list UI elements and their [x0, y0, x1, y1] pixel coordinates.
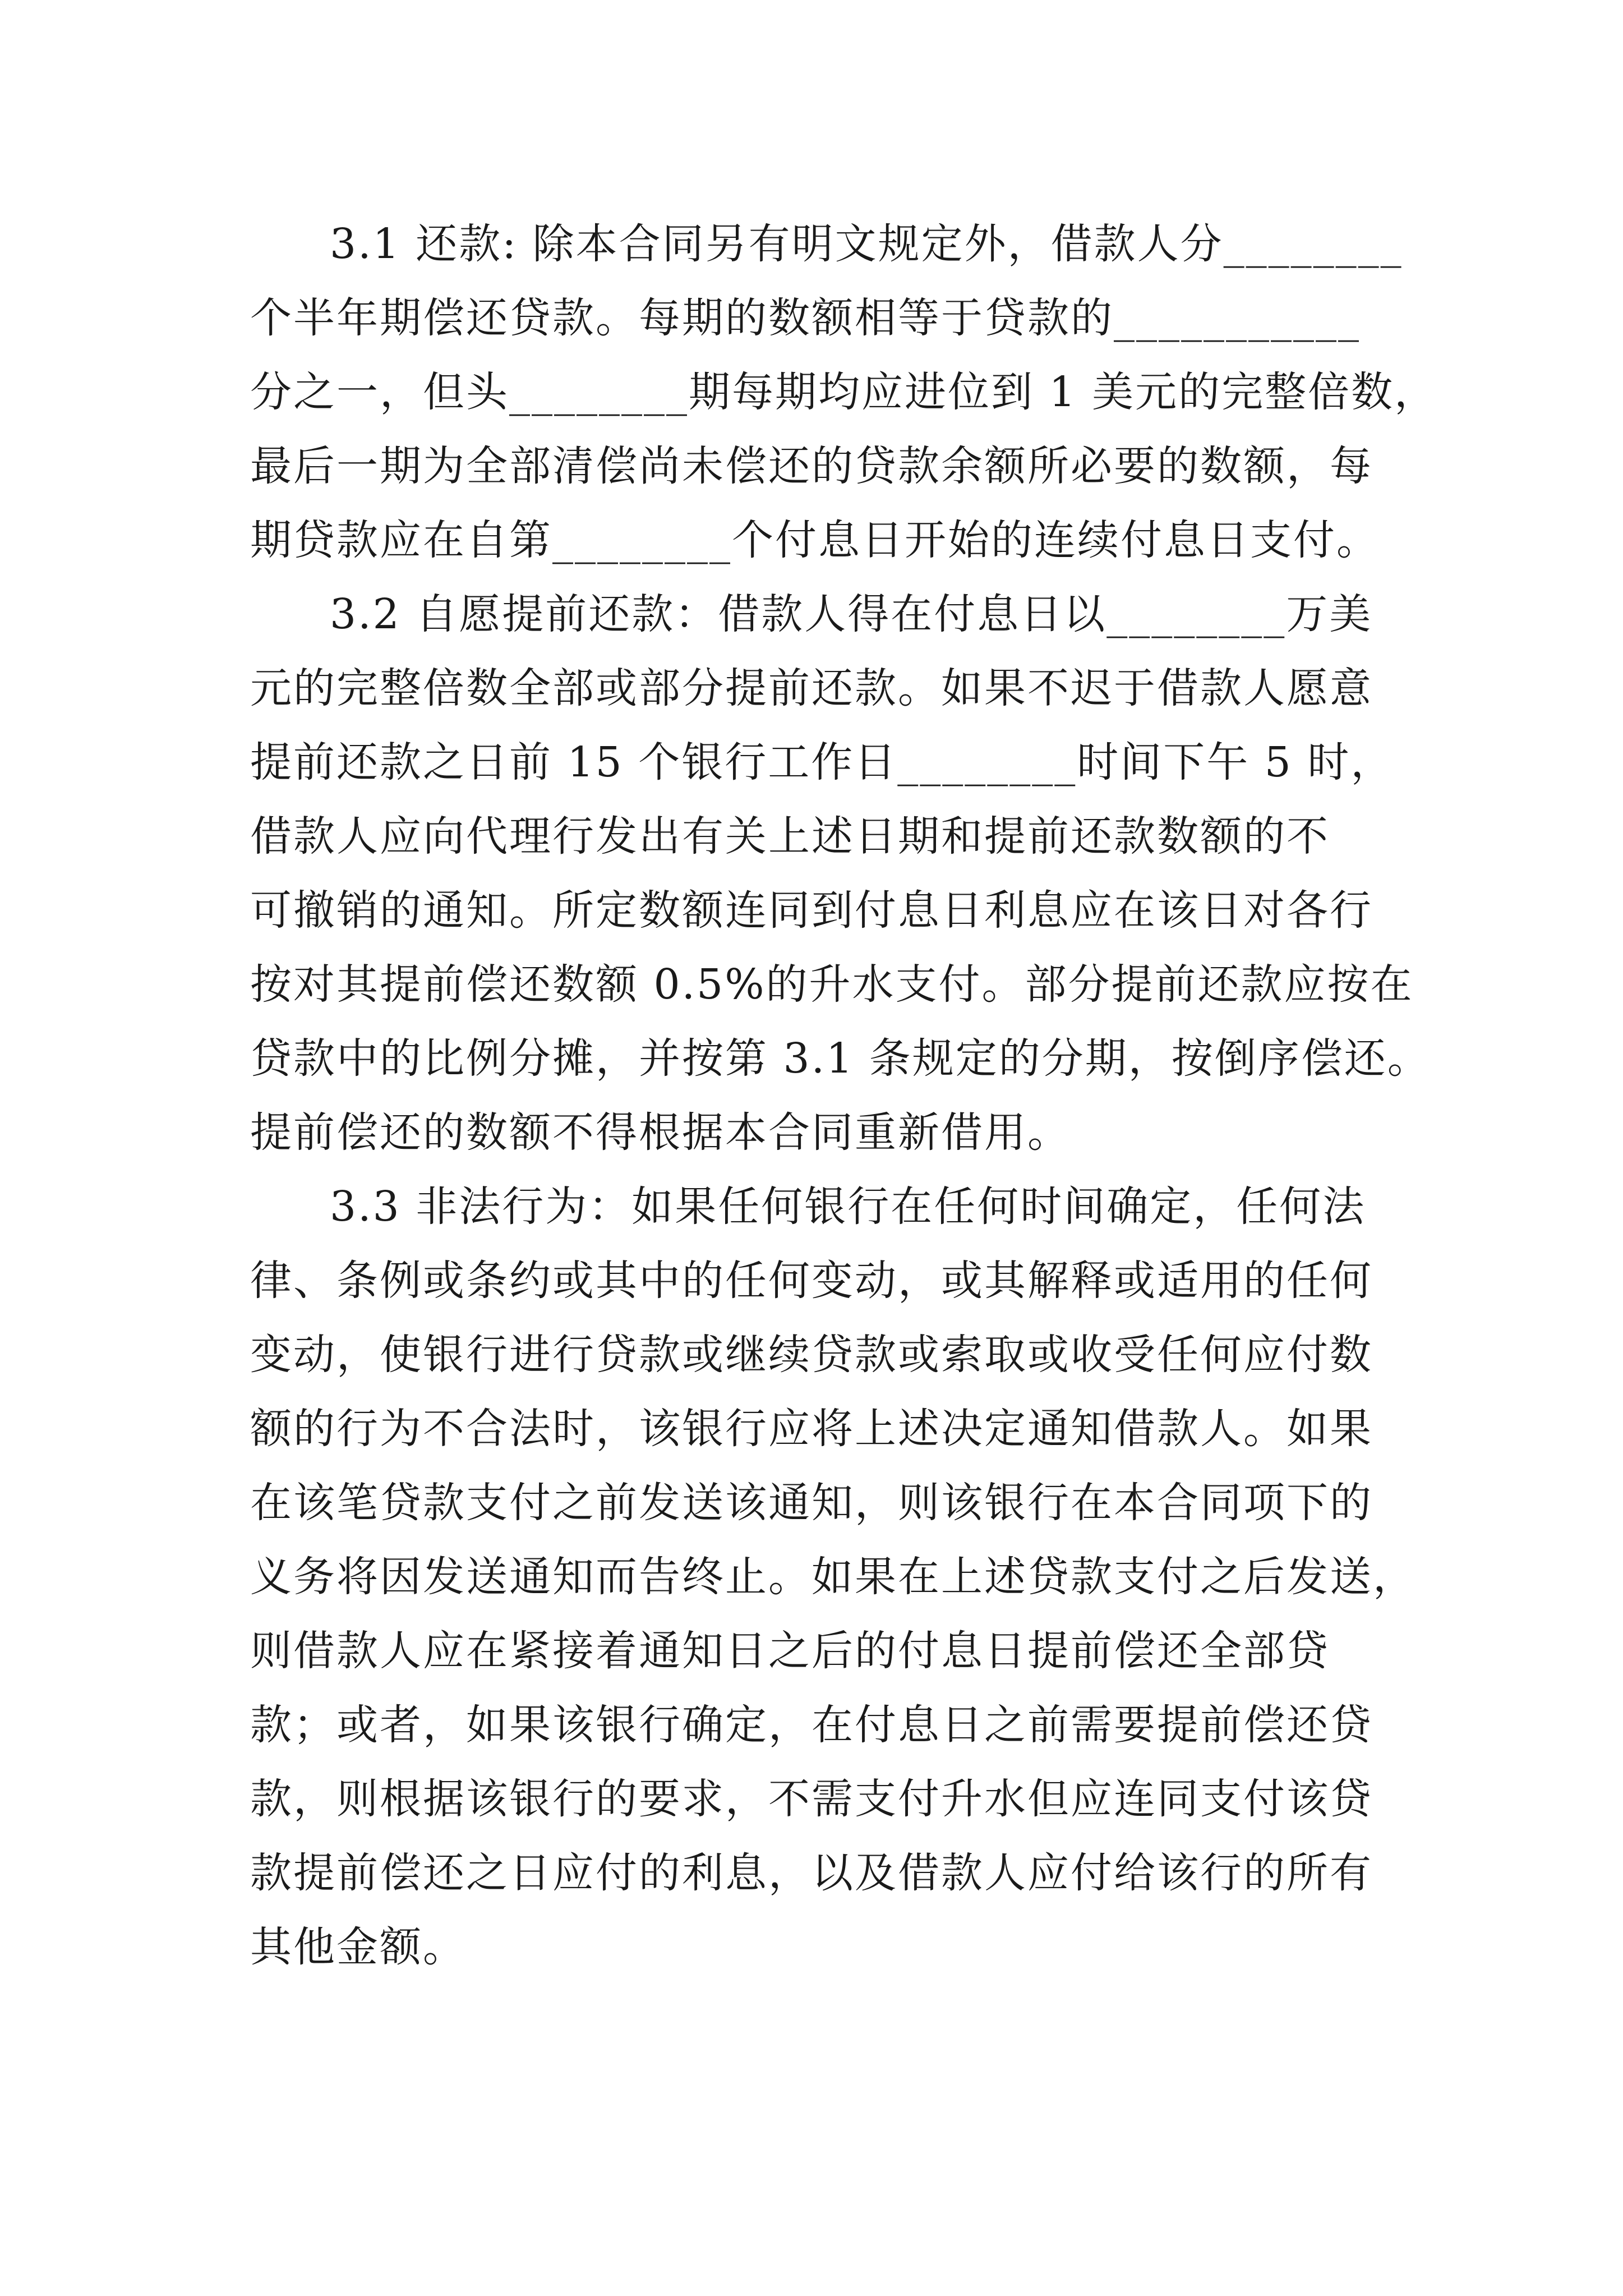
text-line: 提前偿还的数额不得根据本合同重新借用。: [250, 1108, 1071, 1157]
text-line: 分之一，但头________期每期均应进位到 1 美元的完整倍数，: [250, 368, 1438, 416]
text-line: 提前还款之日前 15 个银行工作日________时间下午 5 时，: [250, 738, 1394, 786]
text-line: 则借款人应在紧接着通知日之后的付息日提前偿还全部贷: [250, 1627, 1330, 1675]
text-line: 最后一期为全部清偿尚未偿还的贷款余额所必要的数额，每: [250, 442, 1373, 490]
text-line: 在该笔贷款支付之前发送该通知，则该银行在本合同项下的: [250, 1479, 1373, 1527]
text-line: 律、条例或条约或其中的任何变动，或其解释或适用的任何: [250, 1257, 1373, 1305]
text-line: 其他金额。: [250, 1923, 466, 1971]
text-line: 3.3 非法行为：如果任何银行在任何时间确定，任何法: [330, 1182, 1366, 1231]
text-line: 款，则根据该银行的要求，不需支付升水但应连同支付该贷: [250, 1775, 1373, 1823]
text-line: 3.2 自愿提前还款：借款人得在付息日以________万美: [330, 590, 1373, 638]
text-line: 借款人应向代理行发出有关上述日期和提前还款数额的不: [250, 812, 1330, 861]
text-line: 款；或者，如果该银行确定，在付息日之前需要提前偿还贷: [250, 1701, 1373, 1749]
text-line: 可撤销的通知。所定数额连同到付息日利息应在该日对各行: [250, 886, 1373, 935]
text-line: 义务将因发送通知而告终止。如果在上述贷款支付之后发送，: [250, 1553, 1416, 1601]
text-line: 个半年期偿还贷款。每期的数额相等于贷款的___________: [250, 294, 1361, 342]
text-line: 额的行为不合法时，该银行应将上述决定通知借款人。如果: [250, 1405, 1373, 1453]
text-line: 款提前偿还之日应付的利息，以及借款人应付给该行的所有: [250, 1849, 1373, 1897]
text-line: 元的完整倍数全部或部分提前还款。如果不迟于借款人愿意: [250, 664, 1373, 712]
text-line: 变动，使银行进行贷款或继续贷款或索取或收受任何应付数: [250, 1331, 1373, 1379]
text-line: 按对其提前偿还数额 0.5%的升水支付。部分提前还款应按在: [250, 960, 1414, 1009]
text-line: 3.1 还款: 除本合同另有明文规定外，借款人分________: [330, 220, 1403, 268]
text-line: 贷款中的比例分摊，并按第 3.1 条规定的分期，按倒序偿还。: [250, 1034, 1431, 1083]
text-line: 期贷款应在自第________个付息日开始的连续付息日支付。: [250, 516, 1380, 564]
